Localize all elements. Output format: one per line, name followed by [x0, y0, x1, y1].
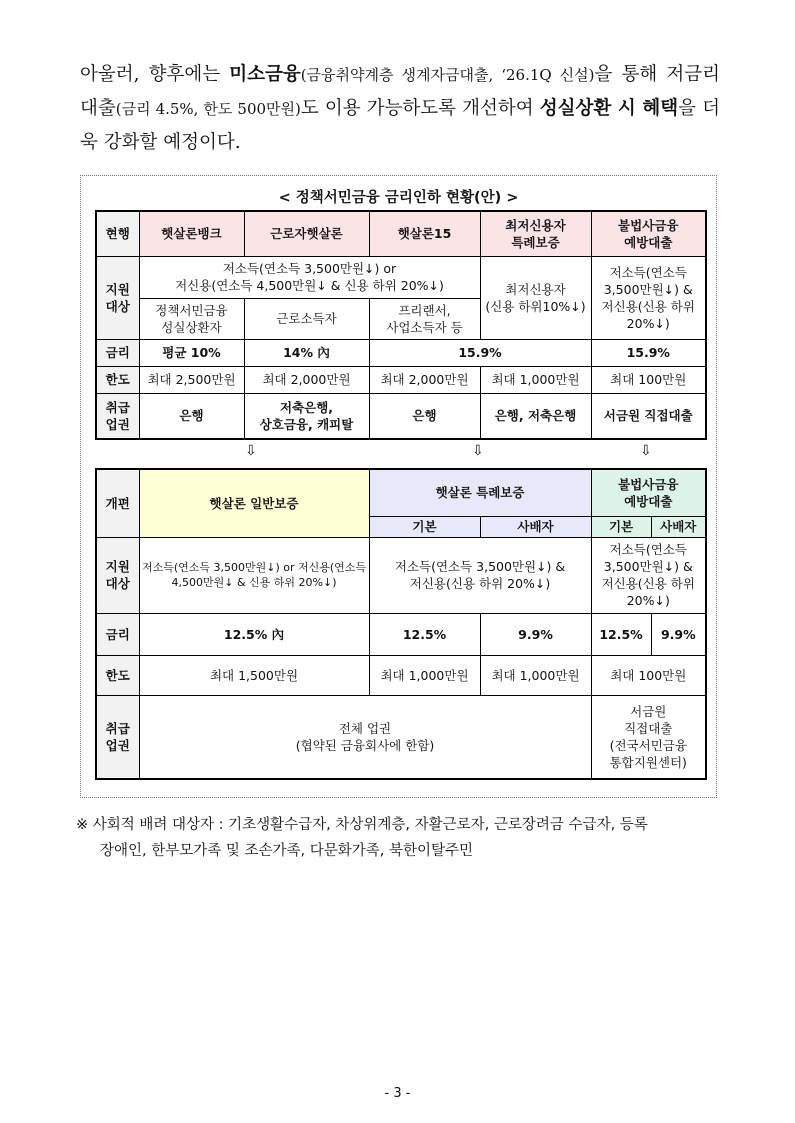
- target-lowest: 최저신용자 (신용 하위10%↓): [480, 256, 591, 339]
- reform-target-special: 저소득(연소득 3,500만원↓) & 저신용(신용 하위 20%↓): [369, 537, 591, 613]
- intro-bold-benefit: 성실상환 시 혜택: [539, 98, 679, 119]
- limit-value: 최대 2,000만원: [369, 366, 480, 393]
- product-illegal-prevention: 불법사금융 예방대출: [591, 211, 706, 256]
- limit-label: 한도: [96, 366, 139, 393]
- limit-value: 최대 1,000만원: [480, 366, 591, 393]
- reform-inst-all: 전체 업권 (협약된 금융회사에 한함): [139, 695, 591, 779]
- reform-illegal: 불법사금융 예방대출: [591, 469, 706, 516]
- current-table: [95, 210, 707, 440]
- reform-limit-label: 한도: [96, 655, 139, 695]
- reform-limit-value: 최대 1,500만원: [139, 655, 369, 695]
- inst-value: 은행, 저축은행: [480, 393, 591, 439]
- intro-paragraph: [80, 58, 720, 160]
- target-sincere: 정책서민금융 성실상환자: [139, 298, 244, 339]
- reform-inst-label: 취급 업권: [96, 695, 139, 779]
- rate-value: 14% 內: [244, 339, 369, 366]
- product-lowest-credit: 최저신용자 특례보증: [480, 211, 591, 256]
- intro-text: 도 이용 가능하도록 개선하여: [300, 98, 540, 119]
- reform-target-illegal: 저소득(연소득 3,500만원↓) & 저신용(신용 하위 20%↓): [591, 537, 706, 613]
- rate-label: 금리: [96, 339, 139, 366]
- current-header: 현행: [96, 211, 139, 256]
- sub-basic: 기본: [591, 516, 651, 537]
- footnote: [76, 812, 726, 864]
- intro-small: (금리 4.5%, 한도 500만원): [115, 100, 301, 118]
- reform-header: 개편: [96, 469, 139, 537]
- limit-value: 최대 2,500만원: [139, 366, 244, 393]
- inst-value: 저축은행, 상호금융, 캐피탈: [244, 393, 369, 439]
- rate-value: 15.9%: [591, 339, 706, 366]
- reform-special: 햇살론 특례보증: [369, 469, 591, 516]
- reform-limit-value: 최대 1,000만원: [480, 655, 591, 695]
- product-sunshine15: 햇살론15: [369, 211, 480, 256]
- inst-value: 서금원 직접대출: [591, 393, 706, 439]
- reform-rate-value: 12.5%: [591, 613, 651, 655]
- intro-text: 을 통해 저금리 대출: [80, 64, 720, 119]
- intro-small: (금융취약계층 생계자금대출, ‘26.1Q 신설): [300, 66, 595, 84]
- limit-value: 최대 100만원: [591, 366, 706, 393]
- target-worker: 근로소득자: [244, 298, 369, 339]
- inst-value: 은행: [369, 393, 480, 439]
- target-common: 저소득(연소득 3,500만원↓) or 저신용(연소득 4,500만원↓ & 신용 하위 20%↓): [139, 256, 480, 298]
- rate-value: 15.9%: [369, 339, 591, 366]
- reform-inst-illegal: 서금원 직접대출 (전국서민금융 통합지원센터): [591, 695, 706, 779]
- inst-label: 취급 업권: [96, 393, 139, 439]
- intro-text: 을 더욱 강화할 예정이다.: [80, 98, 720, 153]
- reform-general: 햇살론 일반보증: [139, 469, 369, 537]
- arrows-row: [80, 443, 717, 463]
- reform-limit-value: 최대 100만원: [591, 655, 706, 695]
- target-freelancer: 프리랜서, 사업소득자 등: [369, 298, 480, 339]
- reform-target-label: 지원 대상: [96, 537, 139, 613]
- sub-social: 사배자: [651, 516, 706, 537]
- down-arrow-icon: ⇩: [472, 443, 484, 459]
- reform-limit-value: 최대 1,000만원: [369, 655, 480, 695]
- reform-rate-value: 9.9%: [651, 613, 706, 655]
- reform-rate-value: 12.5%: [369, 613, 480, 655]
- target-illegal: 저소득(연소득 3,500만원↓) & 저신용(신용 하위 20%↓): [591, 256, 706, 339]
- reform-rate-value: 12.5% 內: [139, 613, 369, 655]
- intro-bold-microfinance: 미소금융: [229, 64, 301, 85]
- reform-rate-label: 금리: [96, 613, 139, 655]
- target-label: 지원 대상: [96, 256, 139, 339]
- footnote-line: 장애인, 한부모가족 및 조손가족, 다문화가족, 북한이탈주민: [100, 843, 474, 859]
- product-worker-sunshine: 근로자햇살론: [244, 211, 369, 256]
- reform-target-general: 저소득(연소득 3,500만원↓) or 저신용(연소득 4,500만원↓ & 신용 하위 20%↓): [139, 537, 369, 613]
- sub-social: 사배자: [480, 516, 591, 537]
- page-number: - 3 -: [384, 1086, 411, 1101]
- footnote-line: ※ 사회적 배려 대상자 : 기초생활수급자, 차상위계층, 자활근로자, 근로장려금 수급자, 등록: [76, 817, 648, 833]
- inst-value: 은행: [139, 393, 244, 439]
- product-sunshine-bank: 햇살론뱅크: [139, 211, 244, 256]
- intro-text: 아울러, 향후에는: [80, 64, 230, 85]
- reform-table: [95, 468, 707, 780]
- down-arrow-icon: ⇩: [245, 443, 257, 459]
- reform-rate-value: 9.9%: [480, 613, 591, 655]
- table-title: < 정책서민금융 금리인하 현황(안) >: [278, 190, 519, 206]
- down-arrow-icon: ⇩: [640, 443, 652, 459]
- sub-basic: 기본: [369, 516, 480, 537]
- limit-value: 최대 2,000만원: [244, 366, 369, 393]
- rate-value: 평균 10%: [139, 339, 244, 366]
